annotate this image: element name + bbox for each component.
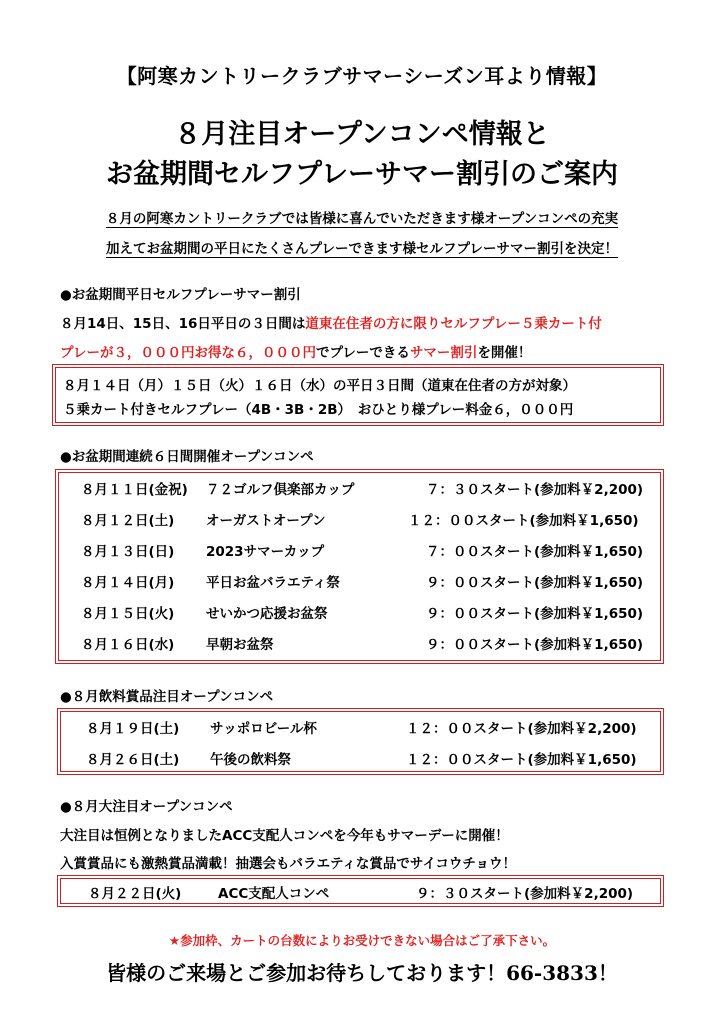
- table-row-start: ７：００スタート(参加料￥1,650): [426, 544, 644, 560]
- section1-box-line2: ５乗カート付きセルフプレー（4B・3B・2B） おひとり様プレー料金６，０００円: [63, 402, 574, 418]
- table-row-date: ８月１１日(金祝): [81, 482, 188, 498]
- warning-note: ★参加枠、カートの台数によりお受けできない場合はご了承下さい。: [168, 933, 556, 948]
- section3-box: [57, 708, 664, 775]
- table-row-name: 午後の飲料祭: [210, 752, 291, 768]
- section1-line1-black: ８月14日、15日、16日平日の３日間は: [60, 316, 306, 332]
- table-row-name: 平日お盆バラエティ祭: [206, 575, 340, 591]
- table-row-name: サッポロビール杯: [210, 721, 317, 737]
- table-row-date: ８月１５日(火): [81, 606, 175, 622]
- table-row-name: オーガストオープン: [206, 513, 326, 529]
- section1-line2-black-a: でプレーできる: [315, 345, 410, 361]
- table-row-start: １２：００スタート(参加料￥1,650): [408, 513, 639, 529]
- section1-box-line1: ８月１４日（月）１５日（火）１６日（水）の平日３日間（道東在住者の方が対象）: [63, 378, 576, 394]
- table-row-date: ８月１９日(土): [86, 721, 180, 737]
- table-row-start: ７：３０スタート(参加料￥2,200): [426, 482, 644, 498]
- closing-message: 皆様のご来場とご参加お待ちしております！66-3833！: [106, 961, 618, 985]
- section1-line1-red: 道東在住者の方に限りセルフプレー５乗カート付: [305, 316, 602, 332]
- title-line-2: お盆期間セルフプレーサマー割引のご案内: [106, 159, 618, 190]
- section4-line2: 入賞賞品にも激熱賞品満載！抽選会もバラエティな賞品でサイコウチョウ！: [60, 856, 517, 872]
- section1-line1: [60, 312, 602, 332]
- intro-line-2-text: 加えてお盆期間の平日にたくさんプレーできます様セルフプレーサマー割引を決定！: [106, 241, 618, 257]
- table-row-start: ９：３０スタート(参加料￥2,200): [416, 886, 634, 902]
- title-line-1: ８月注目オープンコンペ情報と: [174, 119, 550, 150]
- table-row-date: ８月２２日(火): [88, 886, 182, 902]
- table-row-start: ９：００スタート(参加料￥1,650): [426, 637, 644, 653]
- table-row-start: １２：００スタート(参加料￥1,650): [406, 752, 637, 768]
- section1-heading: ●お盆期間平日セルフプレーサマー割引: [60, 287, 301, 303]
- table-row-date: ８月１２日(土): [81, 513, 175, 529]
- section2-box: [55, 469, 664, 664]
- intro-line-2: [60, 237, 664, 257]
- table-row-start: １２：００スタート(参加料￥2,200): [406, 721, 637, 737]
- section3-heading: ●８月飲料賞品注目オープンコンペ: [60, 689, 274, 705]
- section4-line1: 大注目は恒例となりましたACC支配人コンペを今年もサマーデーに開催！: [60, 828, 509, 844]
- page-header: 【阿寒カントリークラブサマーシーズン耳より情報】: [116, 64, 608, 88]
- table-row-name: ACC支配人コンペ: [218, 886, 330, 902]
- table-row-name: せいかつ応援お盆祭: [206, 606, 328, 622]
- section1-line2-red-a: プレーが３，０００円お得な６，０００円: [60, 345, 316, 361]
- section4-box: [57, 875, 664, 907]
- table-row-date: ８月１３日(日): [81, 544, 175, 560]
- table-row-start: ９：００スタート(参加料￥1,650): [426, 606, 644, 622]
- intro-line-1-text: ８月の阿寒カントリークラブでは皆様に喜んでいただきます様オープンコンペの充実: [105, 211, 619, 227]
- table-row-name: 早朝お盆祭: [206, 637, 274, 653]
- table-row-date: ８月１４日(月): [81, 575, 175, 591]
- section1-line2: [60, 341, 531, 361]
- intro-line-1: [60, 207, 664, 227]
- section1-line2-black-b: を開催！: [477, 345, 532, 361]
- table-row-date: ８月２６日(土): [86, 752, 180, 768]
- section1-line2-red-b: サマー割引: [409, 345, 478, 361]
- section4-heading: ●８月大注目オープンコンペ: [60, 799, 233, 815]
- table-row-start: ９：００スタート(参加料￥1,650): [426, 575, 644, 591]
- table-row-name: ７２ゴルフ倶楽部カップ: [206, 482, 355, 498]
- section1-box: [52, 364, 664, 426]
- section2-heading: ●お盆期間連続６日間開催オープンコンペ: [60, 449, 314, 465]
- table-row-name: 2023サマーカップ: [206, 544, 325, 560]
- table-row-date: ８月１６日(水): [81, 637, 175, 653]
